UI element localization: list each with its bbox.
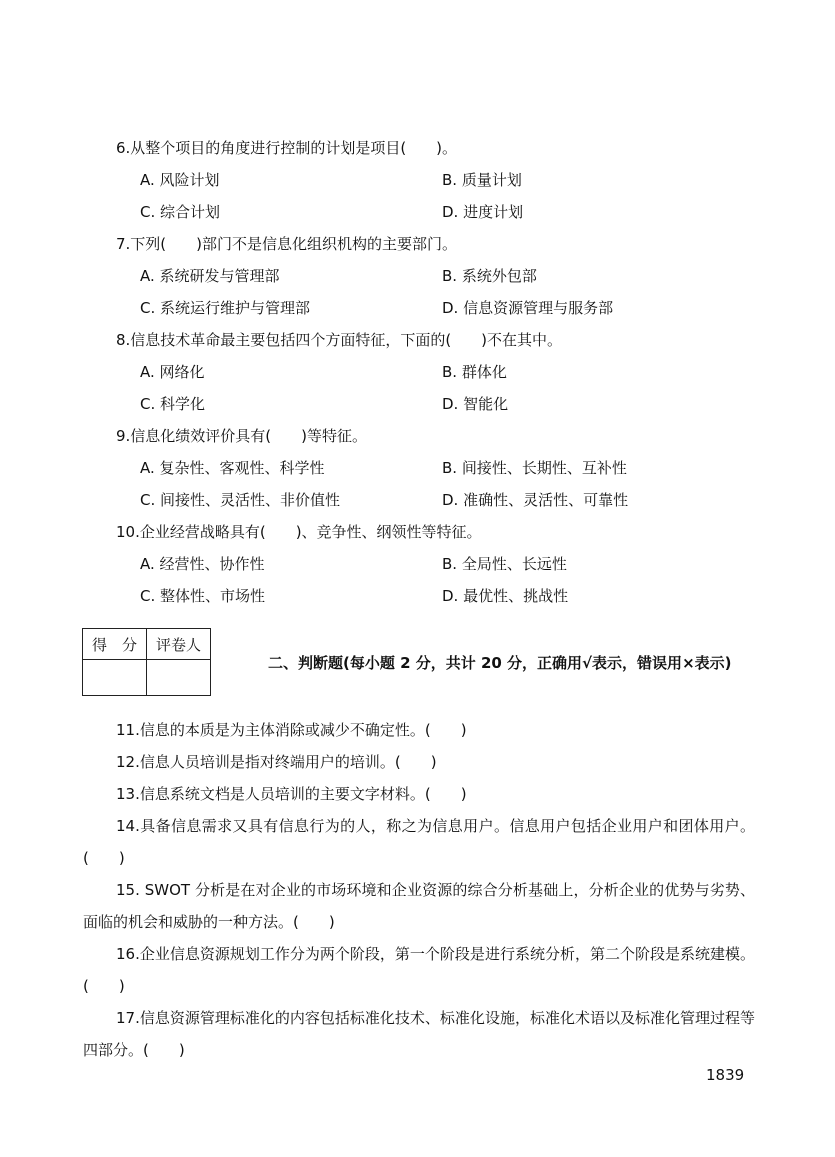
question-9-option-d: D. 准确性、灵活性、可靠性: [442, 491, 629, 509]
question-15: 15. SWOT 分析是在对企业的市场环境和企业资源的综合分析基础上，分析企业的优势与劣势、面临的机会和威胁的一种方法。( ): [83, 881, 755, 931]
question-10-stem: 10.企业经营战略具有( )、竞争性、纲领性等特征。: [116, 523, 482, 541]
score-header: 得 分: [83, 629, 147, 660]
score-cell: [83, 660, 147, 696]
question-6-stem: 6.从整个项目的角度进行控制的计划是项目( )。: [116, 139, 458, 157]
question-8-option-c: C. 科学化: [140, 395, 206, 413]
question-12: 12.信息人员培训是指对终端用户的培训。( ): [116, 753, 437, 771]
question-6-option-a: A. 风险计划: [140, 171, 220, 189]
question-9-option-b: B. 间接性、长期性、互补性: [442, 459, 627, 477]
question-7-option-c: C. 系统运行维护与管理部: [140, 299, 311, 317]
section-title: 二、判断题(每小题 2 分，共计 20 分，正确用√表示，错误用×表示): [268, 654, 732, 672]
question-6-option-d: D. 进度计划: [442, 203, 524, 221]
question-16: 16.企业信息资源规划工作分为两个阶段，第一个阶段是进行系统分析，第二个阶段是系统建模。( ): [83, 945, 755, 995]
question-10-option-d: D. 最优性、挑战性: [442, 587, 569, 605]
question-10-option-a: A. 经营性、协作性: [140, 555, 265, 573]
question-6-option-b: B. 质量计划: [442, 171, 522, 189]
question-7-stem: 7.下列( )部门不是信息化组织机构的主要部门。: [116, 235, 458, 253]
question-13: 13.信息系统文档是人员培训的主要文字材料。( ): [116, 785, 467, 803]
grader-cell: [147, 660, 211, 696]
question-8-option-d: D. 智能化: [442, 395, 509, 413]
question-9-stem: 9.信息化绩效评价具有( )等特征。: [116, 427, 368, 445]
question-10-option-c: C. 整体性、市场性: [140, 587, 266, 605]
question-8-option-a: A. 网络化: [140, 363, 205, 381]
question-10-option-b: B. 全局性、长远性: [442, 555, 567, 573]
question-7-option-b: B. 系统外包部: [442, 267, 537, 285]
grader-header: 评卷人: [147, 629, 211, 660]
question-9-option-c: C. 间接性、灵活性、非价值性: [140, 491, 341, 509]
question-17: 17.信息资源管理标准化的内容包括标准化技术、标准化设施，标准化术语以及标准化管理过程等四部分。( ): [83, 1009, 755, 1059]
question-11: 11.信息的本质是为主体消除或减少不确定性。( ): [116, 721, 467, 739]
question-6-option-c: C. 综合计划: [140, 203, 221, 221]
question-7-option-a: A. 系统研发与管理部: [140, 267, 280, 285]
question-9-option-a: A. 复杂性、客观性、科学性: [140, 459, 325, 477]
question-7-option-d: D. 信息资源管理与服务部: [442, 299, 614, 317]
question-8-option-b: B. 群体化: [442, 363, 507, 381]
question-8-stem: 8.信息技术革命最主要包括四个方面特征，下面的( )不在其中。: [116, 331, 563, 349]
question-14: 14.具备信息需求又具有信息行为的人，称之为信息用户。信息用户包括企业用户和团体用户。( ): [83, 817, 755, 867]
page-number: 1839: [706, 1066, 745, 1084]
score-table: [82, 628, 211, 696]
